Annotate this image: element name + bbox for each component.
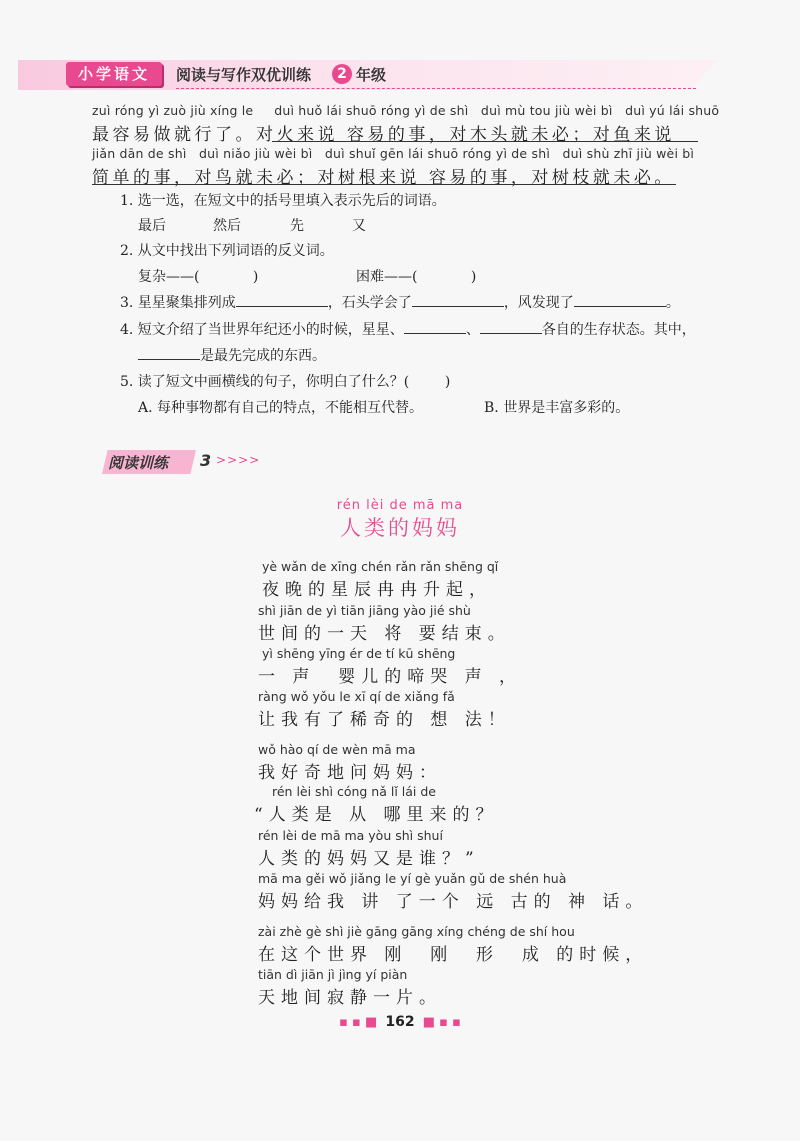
passage-pinyin-2: jiǎn dān de shì duì niǎo jiù wèi bì duì shuǐ gēn lái shuō róng yì de shì duì shù zhī jiù wèi bì xyxy=(92,146,695,161)
antonym-difficult: 困难——( ) xyxy=(356,269,477,285)
choice-b: B. 世界是丰富多彩的。 xyxy=(484,400,630,416)
book-title: 阅读与写作双优训练 xyxy=(176,66,312,84)
option-word-4: 又 xyxy=(352,218,366,234)
q4-part-a: 4. 短文介绍了当世界年纪还小的时候，星星、 xyxy=(120,322,404,338)
poem-title: 人类的妈妈 xyxy=(340,516,460,540)
poem-pinyin-8: mā ma gěi wǒ jiǎng le yí gè yuǎn gǔ de shén huà xyxy=(258,871,567,886)
poem-pinyin-6: rén lèi shì cóng nǎ lǐ lái de xyxy=(272,784,436,799)
poem-pinyin-9: zài zhè gè shì jiè gāng gāng xíng chéng de shí hou xyxy=(258,924,575,939)
q4-blank-2[interactable] xyxy=(480,319,542,334)
choice-a: A. 每种事物都有自己的特点，不能相互代替。 xyxy=(138,400,424,416)
option-word-3: 先 xyxy=(290,218,304,234)
section-label: 阅读训练 xyxy=(108,454,169,472)
q3-blank-2[interactable] xyxy=(412,292,504,307)
poem-line-4: 让我有了稀奇的 想 法！ xyxy=(258,710,511,730)
grade-label: 年级 xyxy=(356,66,387,84)
poem-pinyin-1: yè wǎn de xīng chén rǎn rǎn shēng qǐ xyxy=(262,559,499,574)
poem-line-6: “人类是 从 哪里来的？ xyxy=(254,805,499,825)
q3-part-c: ，风发现了 xyxy=(503,295,574,311)
poem-pinyin-5: wǒ hào qí de wèn mā ma xyxy=(258,742,416,757)
subject-badge-text: 小学语文 xyxy=(77,65,150,83)
poem-pinyin-4: ràng wǒ yǒu le xī qí de xiǎng fǎ xyxy=(258,689,455,704)
poem-pinyin-7: rén lèi de mā ma yòu shì shuí xyxy=(258,828,443,843)
poem-line-10: 天地间寂静一片。 xyxy=(258,988,442,1008)
subject-badge xyxy=(66,62,162,86)
poem-line-8: 妈妈给我 讲 了一个 远 古的 神 话。 xyxy=(258,892,649,912)
grade-number: 2 xyxy=(332,64,352,84)
poem-line-7: 人类的妈妈又是谁？” xyxy=(258,849,480,869)
q4-part-c: 各自的生存状态。其中， xyxy=(541,322,696,338)
q4-blank-1[interactable] xyxy=(404,319,466,334)
poem-title-pinyin: rén lèi de mā ma xyxy=(336,498,464,513)
question-4 xyxy=(120,319,696,339)
question-5: 5. 读了短文中画横线的句子，你明白了什么？( ) xyxy=(120,374,451,390)
poem-line-5: 我好奇地问妈妈： xyxy=(258,763,442,783)
q3-blank-3[interactable] xyxy=(574,292,666,307)
question-4-cont xyxy=(138,345,326,365)
passage-underline-2 xyxy=(92,184,676,185)
q3-part-d: 。 xyxy=(665,295,680,311)
poem-line-3: 一 声 婴儿的啼哭 声 ， xyxy=(258,667,523,687)
footer-dots-left: ▪ ▪ ■ xyxy=(339,1015,378,1030)
poem-line-1: 夜晚的星辰冉冉升起， xyxy=(262,580,492,600)
section-arrows: >>>> xyxy=(216,453,261,467)
passage-text-1: 最容易做就行了。对火来说 容易的事，对木头就未必；对鱼来说 xyxy=(92,125,675,145)
page-number: 162 xyxy=(385,1014,415,1030)
passage-underline-1 xyxy=(272,141,698,142)
q3-part-a: 3. 星星聚集排列成 xyxy=(120,295,236,311)
q3-blank-1[interactable] xyxy=(236,292,328,307)
passage-text-2: 简单的事，对鸟就未必；对树根来说 容易的事，对树枝就未必。 xyxy=(92,168,675,188)
poem-pinyin-2: shì jiān de yì tiān jiāng yào jié shù xyxy=(258,603,471,618)
q4-part-b: 、 xyxy=(465,322,480,338)
question-3 xyxy=(120,292,680,312)
q4-part-d: 是最先完成的东西。 xyxy=(200,348,326,364)
poem-line-9: 在这个世界 刚 刚 形 成 的时候， xyxy=(258,945,649,965)
header-divider xyxy=(176,88,696,89)
question-2: 2. 从文中找出下列词语的反义词。 xyxy=(120,243,334,259)
q4-blank-3[interactable] xyxy=(138,345,200,360)
antonym-complex: 复杂——( ) xyxy=(138,269,259,285)
poem-line-2: 世间的一天 将 要结束。 xyxy=(258,624,511,644)
passage-pinyin-1: zuì róng yì zuò jiù xíng le duì huǒ lái shuō róng yì de shì duì mù tou jiù wèi bì duì yú lái shuō xyxy=(92,103,720,118)
poem-pinyin-3: yì shēng yīng ér de tí kū shēng xyxy=(262,646,456,661)
page-footer xyxy=(0,1014,800,1030)
poem-pinyin-10: tiān dì jiān jì jìng yí piàn xyxy=(258,967,408,982)
option-word-1: 最后 xyxy=(138,218,166,234)
footer-dots-right: ■ ▪ ▪ xyxy=(422,1015,461,1030)
question-1: 1. 选一选，在短文中的括号里填入表示先后的词语。 xyxy=(120,193,446,209)
section-number: 3 xyxy=(200,451,212,470)
option-word-2: 然后 xyxy=(213,218,241,234)
q3-part-b: ，石头学会了 xyxy=(327,295,412,311)
